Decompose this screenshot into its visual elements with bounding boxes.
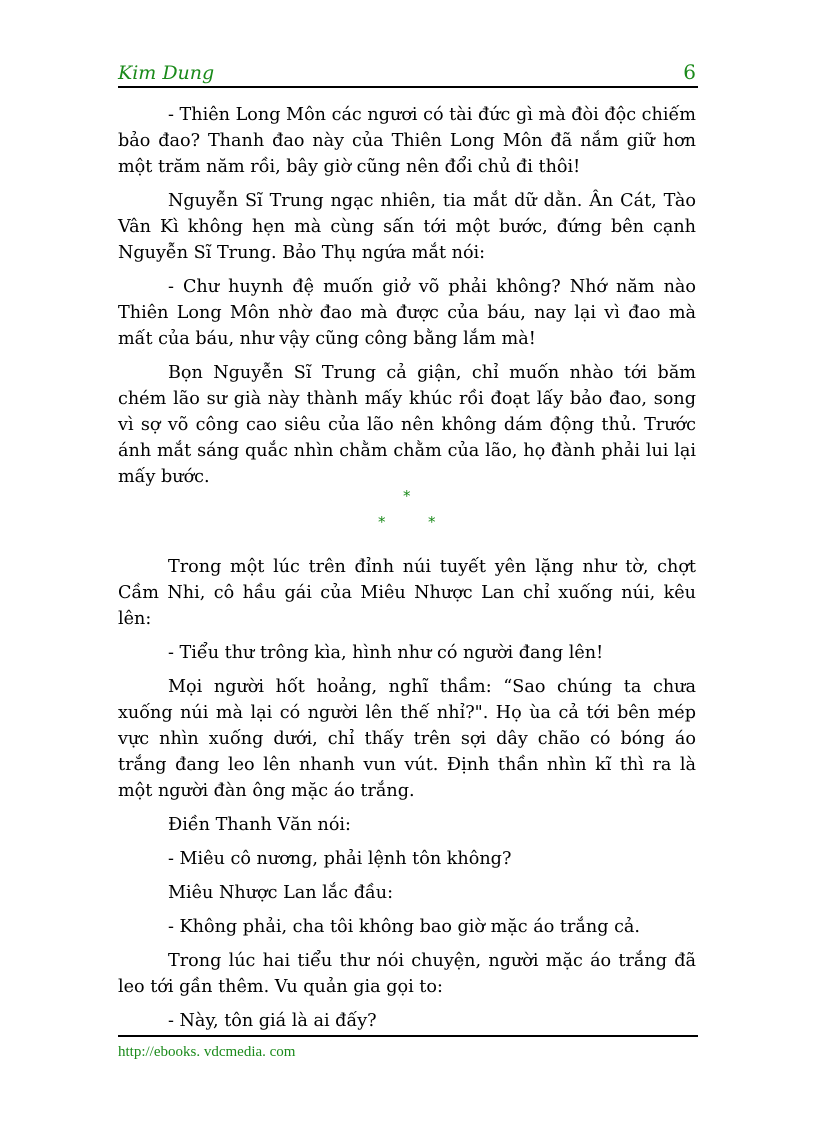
paragraph: Nguyễn Sĩ Trung ngạc nhiên, tia mắt dữ dằn. Ân Cát, Tào Vân Kì không hẹn mà cùng sấn tới một bước, đứng bên cạnh Nguyễn Sĩ Trung. Bảo Thụ ngứa mắt nói: — [118, 191, 696, 263]
paragraph: Trong lúc hai tiểu thư nói chuyện, người mặc áo trắng đã leo tới gần thêm. Vu quản gia gọi to: — [118, 951, 696, 997]
separator-star: * — [403, 487, 411, 505]
header-author: Kim Dung — [118, 62, 215, 84]
header-page-number: 6 — [683, 60, 696, 84]
footer-divider — [118, 1035, 698, 1037]
body-text-top — [118, 102, 696, 498]
paragraph: Miêu Nhược Lan lắc đầu: — [168, 883, 394, 903]
separator-star: * — [428, 513, 436, 531]
paragraph: - Miêu cô nương, phải lệnh tôn không? — [168, 849, 512, 869]
footer-url: http://ebooks. vdcmedia. com — [118, 1044, 296, 1060]
page-header — [118, 60, 698, 86]
paragraph: - Tiểu thư trông kìa, hình như có người đang lên! — [168, 643, 604, 663]
paragraph: - Thiên Long Môn các ngươi có tài đức gì mà đòi độc chiếm bảo đao? Thanh đao này của Thiên Long Môn đã nắm giữ hơn một trăm năm rồi, bây giờ cũng nên đổi chủ đi thôi! — [118, 105, 696, 177]
paragraph: Mọi người hốt hoảng, nghĩ thầm: “Sao chúng ta chưa xuống núi mà lại có người lên thế nhỉ?". Họ ùa cả tới bên mép vực nhìn xuống dưới, chỉ thấy trên sợi dây chão có bóng áo trắng đang leo lên nhanh vun vút. Định thần nhìn kĩ thì ra là một người đàn ông mặc áo trắng. — [118, 677, 696, 801]
body-text-bottom — [118, 554, 696, 1042]
header-divider — [118, 86, 698, 88]
paragraph: - Này, tôn giá là ai đấy? — [168, 1011, 377, 1031]
paragraph: - Không phải, cha tôi không bao giờ mặc áo trắng cả. — [168, 917, 640, 937]
paragraph: Điền Thanh Văn nói: — [168, 815, 351, 835]
paragraph: Trong một lúc trên đỉnh núi tuyết yên lặng như tờ, chợt Cầm Nhi, cô hầu gái của Miêu Nhược Lan chỉ xuống núi, kêu lên: — [118, 557, 696, 629]
separator-star: * — [378, 513, 386, 531]
section-separator — [118, 482, 696, 532]
paragraph: - Chư huynh đệ muốn giở võ phải không? Nhớ năm nào Thiên Long Môn nhờ đao mà được của báu, nay lại vì đao mà mất của báu, như vậy cũng công bằng lắm mà! — [118, 277, 696, 349]
paragraph: Bọn Nguyễn Sĩ Trung cả giận, chỉ muốn nhào tới băm chém lão sư già này thành mấy khúc rồi đoạt lấy bảo đao, song vì sợ võ công cao siêu của lão nên không dám động thủ. Trước ánh mắt sáng quắc nhìn chằm chằm của lão, họ đành phải lui lại mấy bước. — [118, 363, 696, 487]
